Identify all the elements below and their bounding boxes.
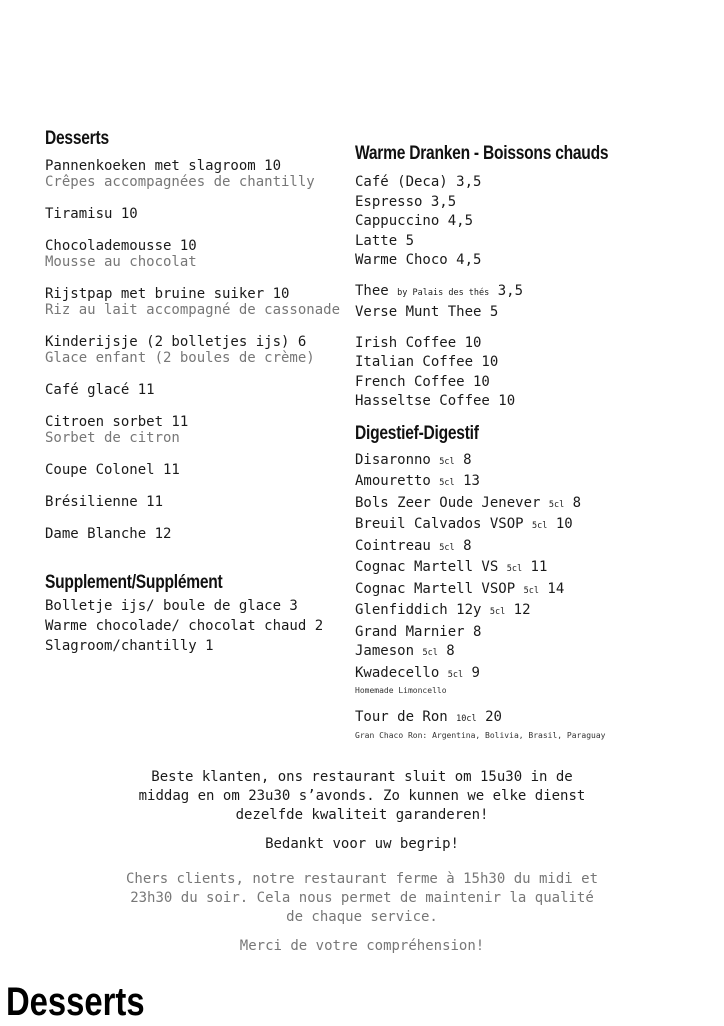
tea-brand-note: by Palais des thés [397,287,490,298]
supplement-heading: Supplement/Supplément [45,572,223,593]
notice-fr-line: 23h30 du soir. Cela nous permet de maintenir la qualité [130,890,594,906]
warm-drinks-heading: Warme Dranken - Boissons chauds [355,143,609,164]
notice-fr [62,870,662,927]
drink-item: French Coffee 10 [355,373,490,390]
notice-fr-thanks: Merci de votre compréhension! [239,938,485,954]
digestif-name: Amouretto [355,473,431,489]
drink-item: Hasseltse Coffee 10 [355,393,516,409]
item-name-fr: Sorbet de citron [45,430,180,446]
menu-item [45,334,355,366]
tea-price: 3,5 [497,282,524,299]
digestif-price: 8 [473,623,482,640]
notice-nl-thanks: Bedankt voor uw begrip! [265,836,459,852]
coffee-group [355,173,715,271]
digestif-name: Grand Marnier [355,623,465,640]
footer-title: Desserts [6,980,145,1024]
digestif-item [355,472,715,494]
right-column [355,143,715,741]
kwadecello-note: Homemade Limoncello [355,686,447,695]
digestif-name: Jameson [355,643,415,659]
digestif-name: Disaronno [355,451,431,468]
digestif-name: Cognac Martell VSOP [355,580,516,597]
notice-fr-line: Chers clients, notre restaurant ferme à 15h30 du midi et [125,871,598,887]
special-coffee-group [355,334,715,412]
digestif-unit: 5cl [422,648,438,658]
digestif-name: Kwadecello [355,664,440,681]
item-name-nl: Rijstpap met bruine suiker 10 [45,286,290,302]
digestif-unit: 5cl [532,521,548,531]
drink-item: Warme Choco 4,5 [355,252,482,268]
digestif-name: Cognac Martell VS [355,559,499,575]
digestif-price: 11 [530,559,548,575]
tour-de-ron-item [355,708,715,730]
item-name-fr: Riz au lait accompagné de cassonade [45,302,341,318]
tea-group [355,282,715,323]
digestif-price: 10 [555,516,573,532]
digestif-price: 9 [471,664,480,681]
digestif-unit: 5cl [439,478,455,488]
item-name-nl: Brésilienne 11 [45,494,164,510]
digestif-item [355,664,715,686]
desserts-section [45,128,355,542]
digestif-name: Tour de Ron [355,709,448,725]
menu-item [45,206,355,222]
digestif-name: Breuil Calvados VSOP [355,516,524,532]
menu-item [45,238,355,270]
digestif-section [355,423,715,741]
menu-item [45,382,355,398]
digestif-unit: 5cl [447,669,464,680]
desserts-heading: Desserts [45,128,109,149]
digestif-item [355,451,715,473]
menu-item [45,414,355,446]
supplement-section [45,572,355,656]
drink-item: Cappuccino 4,5 [355,213,474,229]
digestif-name: Cointreau [355,537,431,554]
drink-item: Verse Munt Thee 5 [355,304,499,320]
notice-fr-line: de chaque service. [286,909,438,925]
notice-nl-line: dezelfde kwaliteit garanderen! [235,807,489,823]
item-name-nl: Dame Blanche 12 [45,526,172,542]
drink-item: Irish Coffee 10 [355,334,482,351]
digestif-name: Bols Zeer Oude Jenever [355,494,541,511]
notice-nl-line: Beste klanten, ons restaurant sluit om 15u30 in de [151,769,573,785]
menu-item [45,158,355,190]
digestif-price: 8 [446,643,455,659]
digestif-price: 12 [513,602,531,618]
digestif-unit: 5cl [489,607,506,617]
supplement-item: Slagroom/chantilly 1 [45,638,214,654]
digestif-price: 13 [463,473,480,489]
digestif-price: 8 [463,451,472,468]
digestif-item [355,537,715,559]
digestif-unit: 5cl [439,456,455,467]
digestif-heading: Digestief-Digestif [355,422,479,444]
item-name-nl: Kinderijsje (2 bolletjes ijs) 6 [45,334,307,350]
item-name-nl: Tiramisu 10 [45,206,138,222]
digestif-price: 14 [547,580,565,597]
digestif-item [355,580,715,602]
left-column [45,128,355,656]
menu-item [45,286,355,318]
item-name-nl: Café glacé 11 [45,382,155,398]
item-name-fr: Mousse au chocolat [45,254,197,270]
tea-item [355,282,715,304]
item-name-fr: Crêpes accompagnées de chantilly [45,174,315,190]
notice-nl-line: middag en om 23u30 s’avonds. Zo kunnen we elke dienst [138,788,586,804]
digestif-unit: 5cl [506,564,523,574]
item-name-nl: Citroen sorbet 11 [45,414,189,430]
closing-notice [62,768,662,956]
digestif-price: 8 [463,537,472,554]
tour-de-ron-note: Gran Chaco Ron: Argentina, Bolivia, Brasil, Paraguay [355,730,606,740]
drink-item: Espresso 3,5 [355,193,457,210]
menu-item [45,494,355,510]
digestif-item [355,558,715,580]
digestif-unit: 10cl [456,714,477,724]
digestif-item [355,623,715,643]
menu-item [45,462,355,478]
warm-drinks-section [355,143,715,412]
digestif-price: 20 [485,709,502,725]
digestif-item [355,642,715,664]
digestif-name: Glenfiddich 12y [355,602,482,618]
digestif-price: 8 [572,494,582,511]
item-name-nl: Chocolademousse 10 [45,238,197,254]
notice-nl [62,768,662,825]
tea-name: Thee [355,282,389,299]
item-name-nl: Coupe Colonel 11 [45,462,180,478]
digestif-unit: 5cl [439,542,455,553]
supplement-item: Warme chocolade/ chocolat chaud 2 [45,618,324,634]
item-name-fr: Glace enfant (2 boules de crème) [45,350,315,366]
digestif-item [355,601,715,623]
item-name-nl: Pannenkoeken met slagroom 10 [45,158,282,174]
digestif-unit: 5cl [523,585,539,596]
drink-item: Italian Coffee 10 [355,354,499,370]
drink-item: Latte 5 [355,232,415,249]
digestif-item [355,515,715,537]
digestif-item [355,494,715,516]
drink-item: Café (Deca) 3,5 [355,174,482,190]
digestif-unit: 5cl [548,499,565,510]
menu-item [45,526,355,542]
supplement-item: Bolletje ijs/ boule de glace 3 [45,598,298,614]
